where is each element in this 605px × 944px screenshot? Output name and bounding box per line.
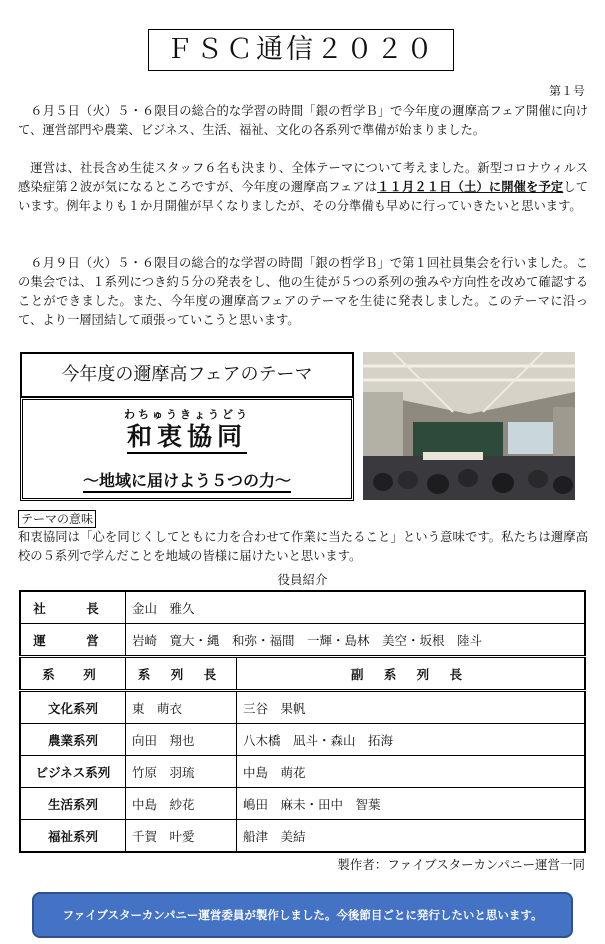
series-vice: 中島 萌花 xyxy=(237,756,586,788)
table-row xyxy=(20,756,585,788)
theme-meaning-label: テーマの意味 xyxy=(18,510,96,528)
table-row xyxy=(20,691,585,724)
series-name: 福祉系列 xyxy=(20,820,126,853)
article-paragraph-1: ６月５日（火）５・６限目の総合的な学習の時間「銀の哲学Ｂ」で今年度の邇摩高フェア開催に向けて、運営部門や農業、ビジネス、生活、福祉、文化の各系列で準備が始まりました。 xyxy=(18,104,588,137)
col-series-header: 系 列 xyxy=(20,657,126,691)
president-name: 金山 雅久 xyxy=(126,591,586,624)
paragraph-2-text-b: しています。例年よりも１か月開催が早くなりましたが、その分準備も早めに行っていきたいと思います。 xyxy=(18,180,588,213)
credit-line: 製作者：ファイブスターカンパニー運営一同 xyxy=(337,857,585,872)
series-name: ビジネス系列 xyxy=(20,756,126,788)
series-vice: 三谷 果帆 xyxy=(237,691,586,724)
series-name: 生活系列 xyxy=(20,788,126,820)
theme-main: 和衷協同 xyxy=(127,422,247,454)
table-row xyxy=(20,591,585,624)
theme-ruby: わちゅうきょうどう xyxy=(124,408,250,421)
series-leader: 東 萌衣 xyxy=(126,691,237,724)
series-vice: 嶋田 麻未・田中 智葉 xyxy=(237,788,586,820)
staff-label: 運 営 xyxy=(20,624,126,657)
series-leader: 千賀 叶愛 xyxy=(126,820,237,853)
table-row xyxy=(20,788,585,820)
theme-subtitle: ～地域に届けよう５つの力～ xyxy=(83,468,291,493)
series-leader: 竹原 羽琉 xyxy=(126,756,237,788)
series-name: 文化系列 xyxy=(20,691,126,724)
series-vice: 八木橋 凪斗・森山 拓海 xyxy=(237,724,586,756)
staff-names: 岩崎 寛大・縄 和弥・福間 一輝・島林 美空・坂根 陸斗 xyxy=(126,624,586,657)
article-paragraph-3: ６月９日（火）５・６限目の総合的な学習の時間「銀の哲学Ｂ」で第１回社員集会を行いました。この集会では、１系列につき約５分の発表をし、他の生徒が５つの系列の強みや方向性を改めて確認することができました。また、今年度の邇摩高フェアのテーマを生徒に発表しました。このテーマに沿って、より一層団結して頑張っていこうと思います。 xyxy=(18,256,588,327)
theme-heading: 今年度の邇摩高フェアのテーマ xyxy=(20,352,354,398)
footer-banner: ファイブスターカンパニー運営委員が製作しました。今後節目ごとに発行したいと思います。 xyxy=(32,892,573,938)
roles-caption: 役員紹介 xyxy=(277,572,328,587)
table-row xyxy=(20,624,585,657)
col-leader-header: 系 列 長 xyxy=(126,657,237,691)
table-row xyxy=(20,724,585,756)
newsletter-title: ＦＳＣ通信２０２０ xyxy=(148,29,454,71)
table-row xyxy=(20,820,585,853)
article-paragraph-2 xyxy=(18,159,588,216)
series-leader: 向田 翔也 xyxy=(126,724,237,756)
theme-box xyxy=(20,397,354,501)
paragraph-2-text-a: 運営は、社長含め生徒スタッフ６名も決まり、全体テーマについて考えました。新型コロナウィルス感染症第２波が気になるところですが、今年度の邇摩高フェアは xyxy=(18,161,588,194)
issue-number: 第１号 xyxy=(548,84,585,98)
table-header-row xyxy=(20,657,585,691)
fair-date-highlight: １１月２１日（土）に開催を予定 xyxy=(377,180,564,194)
assembly-photo xyxy=(363,352,575,500)
series-name: 農業系列 xyxy=(20,724,126,756)
roles-table xyxy=(19,590,586,853)
theme-meaning-text: 和衷協同は「心を同じくしてともに力を合わせて作業に当たること」という意味です。私たちは邇摩高校の５系列で学んだことを地域の皆様に届けたいと思います。 xyxy=(18,530,588,563)
series-vice: 船津 美結 xyxy=(237,820,586,853)
col-vice-header: 副 系 列 長 xyxy=(237,657,586,691)
president-label: 社 長 xyxy=(20,591,126,624)
series-leader: 中島 紗花 xyxy=(126,788,237,820)
